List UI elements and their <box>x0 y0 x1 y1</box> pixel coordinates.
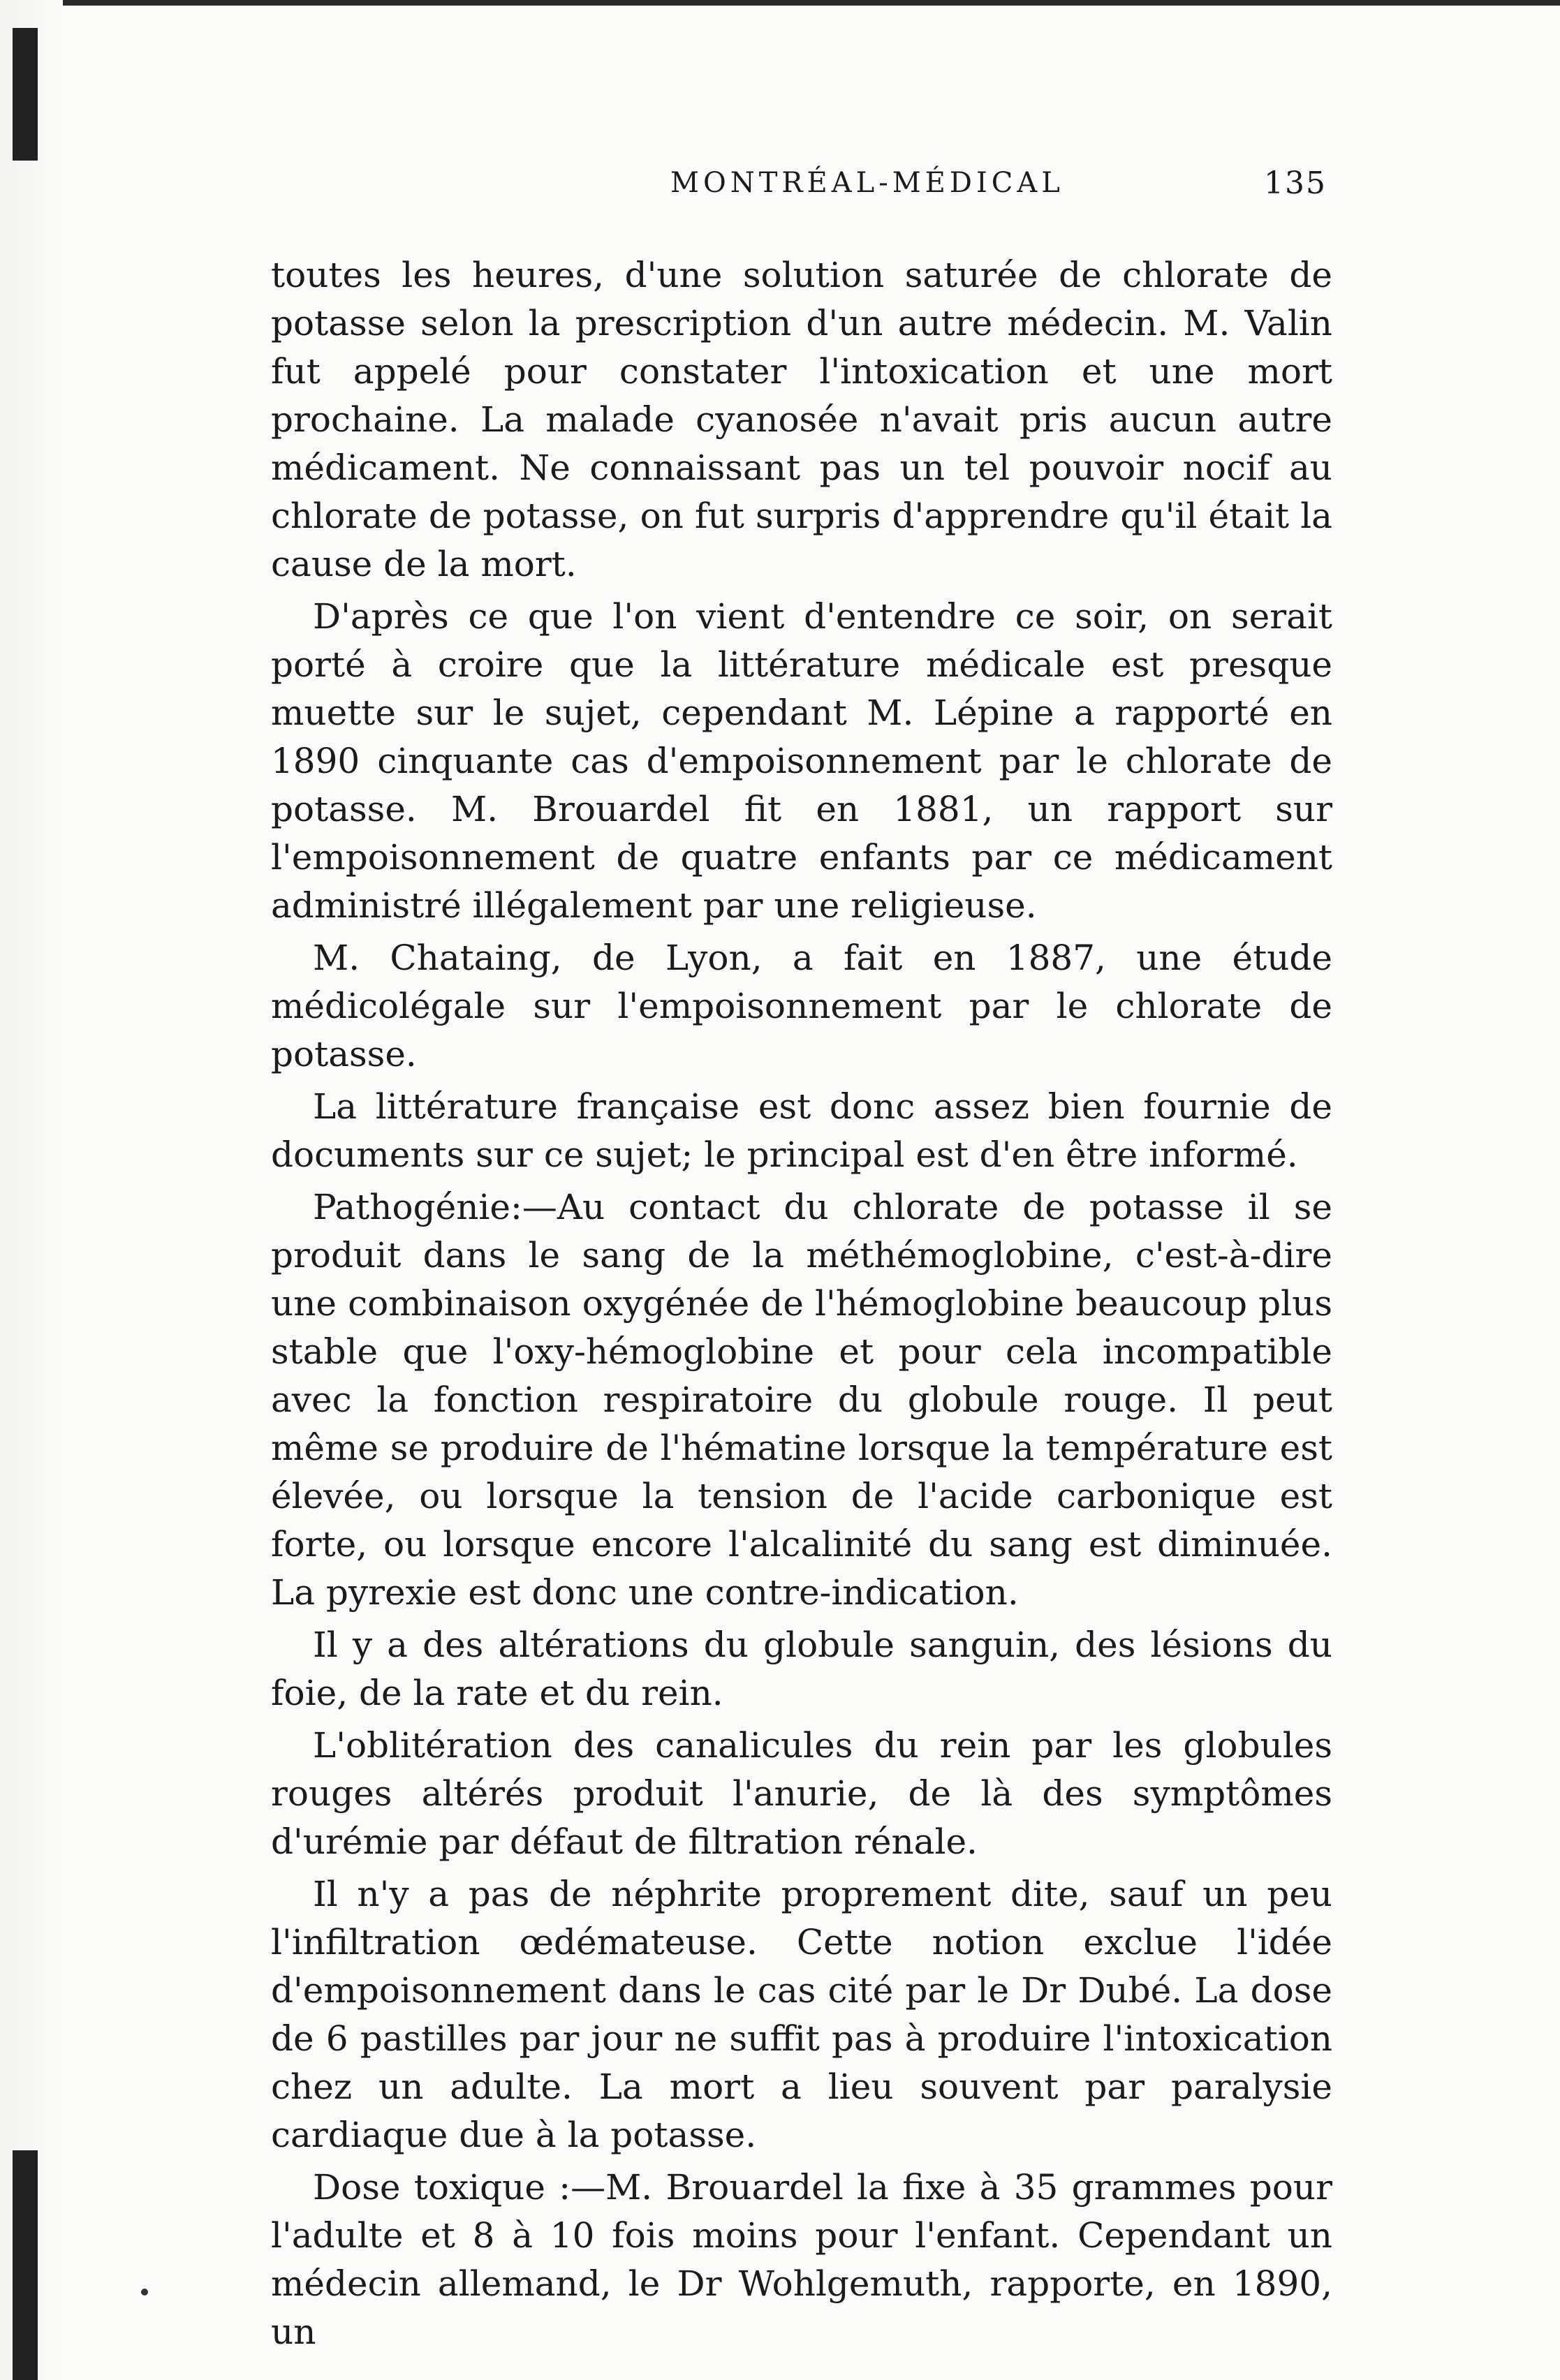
page-number: 135 <box>1264 165 1327 201</box>
scan-speck <box>141 2289 148 2296</box>
scan-artifact <box>13 28 38 161</box>
journal-title: MONTRÉAL-MÉDICAL <box>670 167 1064 199</box>
body-text <box>271 251 1332 2360</box>
running-header <box>670 162 1327 204</box>
paragraph-pathogenie: Pathogénie:—Au contact du chlorate de potasse il se produit dans le sang de la méthémoglobine, c'est-à-dire une combinaison oxygénée de l'hémoglobine beaucoup plus stable que l'oxy-hémoglobine et pour cela incompatible avec la fonction respiratoire du globule rouge. Il peut même se produire de l'hématine lorsque la température est élevée, ou lorsque la tension de l'acide carbonique est forte, ou lorsque encore l'alcalinité du sang est diminuée. La pyrexie est donc une contre-indication. <box>271 1187 1332 1613</box>
top-scan-edge <box>0 0 1560 6</box>
paragraph: D'après ce que l'on vient d'entendre ce soir, on serait porté à croire que la littérature médicale est presque muette sur le sujet, cependant M. Lépine a rapporté en 1890 cinquante cas d'empoisonnement par le chlorate de potasse. M. Brouardel fit en 1881, un rapport sur l'empoisonnement de quatre enfants par ce médicament administré illégalement par une religieuse. <box>271 596 1332 926</box>
paragraph: toutes les heures, d'une solution saturée de chlorate de potasse selon la prescription d'un autre médecin. M. Valin fut appelé pour constater l'intoxication et une mort prochaine. La malade cyanosée n'avait pris aucun autre médicament. Ne connaissant pas un tel pouvoir nocif au chlorate de potasse, on fut surpris d'apprendre qu'il était la cause de la mort. <box>271 255 1332 584</box>
scan-left-margin <box>0 0 63 2380</box>
paragraph: M. Chataing, de Lyon, a fait en 1887, une étude médicolégale sur l'empoisonnement par le chlorate de potasse. <box>271 938 1332 1074</box>
scan-artifact <box>13 2150 38 2380</box>
paragraph-dose-toxique: Dose toxique :—M. Brouardel la fixe à 35 grammes pour l'adulte et 8 à 10 fois moins pour l'enfant. Cependant un médecin allemand, le Dr Wohlgemuth, rapporte, en 1890, un <box>271 2167 1332 2352</box>
paragraph: Il n'y a pas de néphrite proprement dite, sauf un peu l'infiltration œdémateuse. Cette notion exclue l'idée d'empoisonnement dans le cas cité par le Dr Dubé. La dose de 6 pastilles par jour ne suffit pas à produire l'intoxication chez un adulte. La mort a lieu souvent par paralysie cardiaque due à la potasse. <box>271 1874 1332 2155</box>
paragraph: L'oblitération des canalicules du rein par les globules rouges altérés produit l'anurie, de là des symptômes d'urémie par défaut de filtration rénale. <box>271 1725 1332 1862</box>
paragraph: Il y a des altérations du globule sanguin, des lésions du foie, de la rate et du rein. <box>271 1625 1332 1713</box>
paragraph: La littérature française est donc assez bien fournie de documents sur ce sujet; le principal est d'en être informé. <box>271 1086 1332 1175</box>
